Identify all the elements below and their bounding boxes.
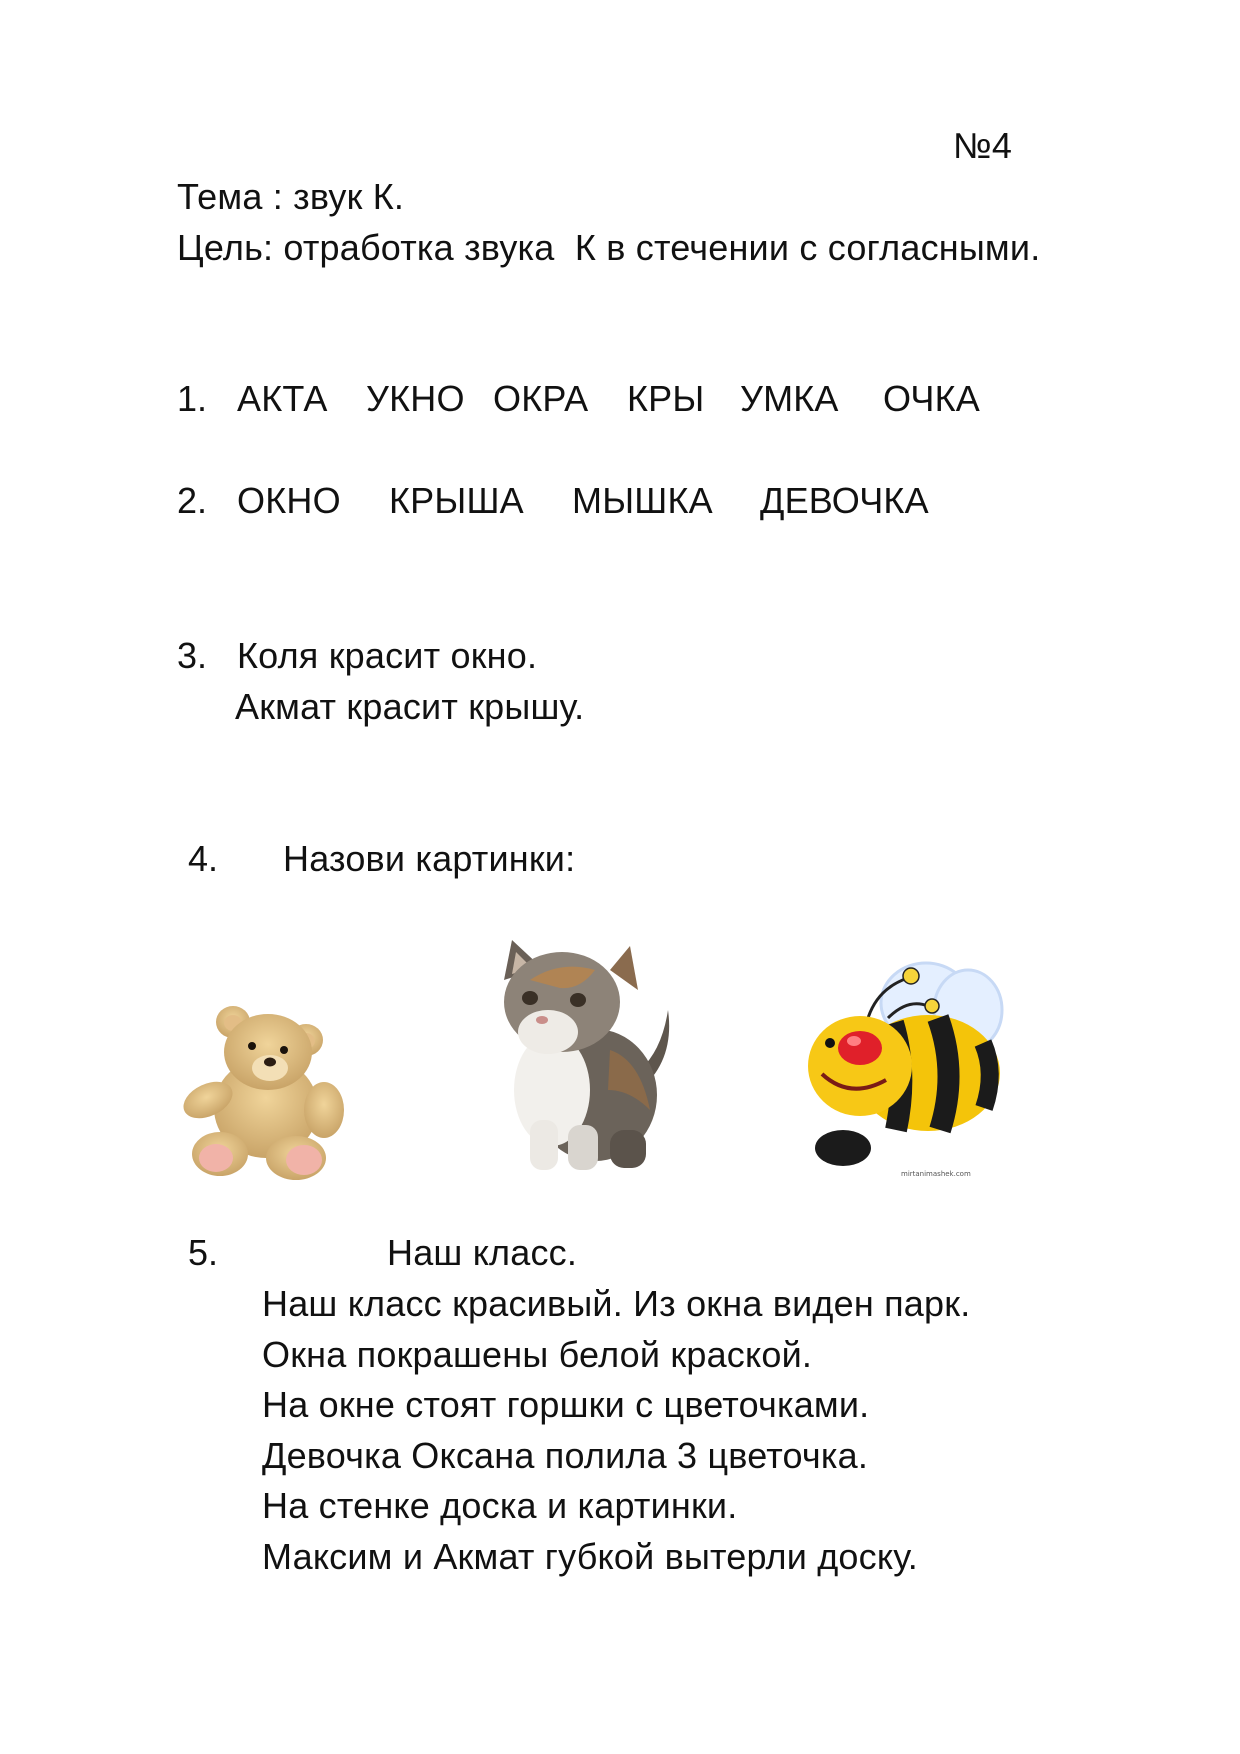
goal-line: Цель: отработка звука К в стечении с согласными.	[177, 227, 1041, 268]
exercise-2-word: ОКНО	[237, 480, 341, 521]
exercise-3-line: Коля красит окно.	[237, 635, 538, 676]
story-line: На стенке доска и картинки.	[262, 1485, 738, 1526]
exercise-1-word: УКНО	[366, 378, 465, 419]
bee-watermark: mirtanimashek.com	[901, 1170, 971, 1178]
exercise-4-instruction: Назови картинки:	[283, 838, 576, 879]
exercise-2-number: 2.	[177, 480, 208, 521]
exercise-2-word: КРЫША	[389, 480, 524, 521]
exercise-1-word: ОКРА	[493, 378, 589, 419]
exercise-1-word: АКТА	[237, 378, 328, 419]
story-line: Максим и Акмат губкой вытерли доску.	[262, 1536, 919, 1577]
story-line: Наш класс красивый. Из окна виден парк.	[262, 1283, 971, 1324]
story-line: Окна покрашены белой краской.	[262, 1334, 813, 1375]
picture-bee	[808, 948, 1008, 1180]
picture-kitten	[490, 940, 680, 1172]
exercise-3-line: Акмат красит крышу.	[235, 686, 585, 727]
bee-icon	[808, 948, 1008, 1180]
exercise-2-word: ДЕВОЧКА	[760, 480, 929, 521]
exercise-4-number: 4.	[188, 838, 219, 879]
exercise-5-number: 5.	[188, 1232, 219, 1273]
story-line: На окне стоят горшки с цветочками.	[262, 1384, 870, 1425]
exercise-3-number: 3.	[177, 635, 208, 676]
exercise-1-word: КРЫ	[627, 378, 705, 419]
exercise-1-number: 1.	[177, 378, 208, 419]
exercise-2-word: МЫШКА	[572, 480, 713, 521]
kitten-icon	[490, 940, 680, 1172]
story-line: Девочка Оксана полила 3 цветочка.	[262, 1435, 869, 1476]
task-number: №4	[953, 125, 1013, 166]
exercise-1-word: УМКА	[740, 378, 839, 419]
picture-teddy-bear	[178, 1000, 348, 1180]
teddy-bear-icon	[178, 1000, 348, 1180]
exercise-1-word: ОЧКА	[883, 378, 980, 419]
topic-line: Тема : звук К.	[177, 176, 405, 217]
story-title: Наш класс.	[387, 1232, 578, 1273]
